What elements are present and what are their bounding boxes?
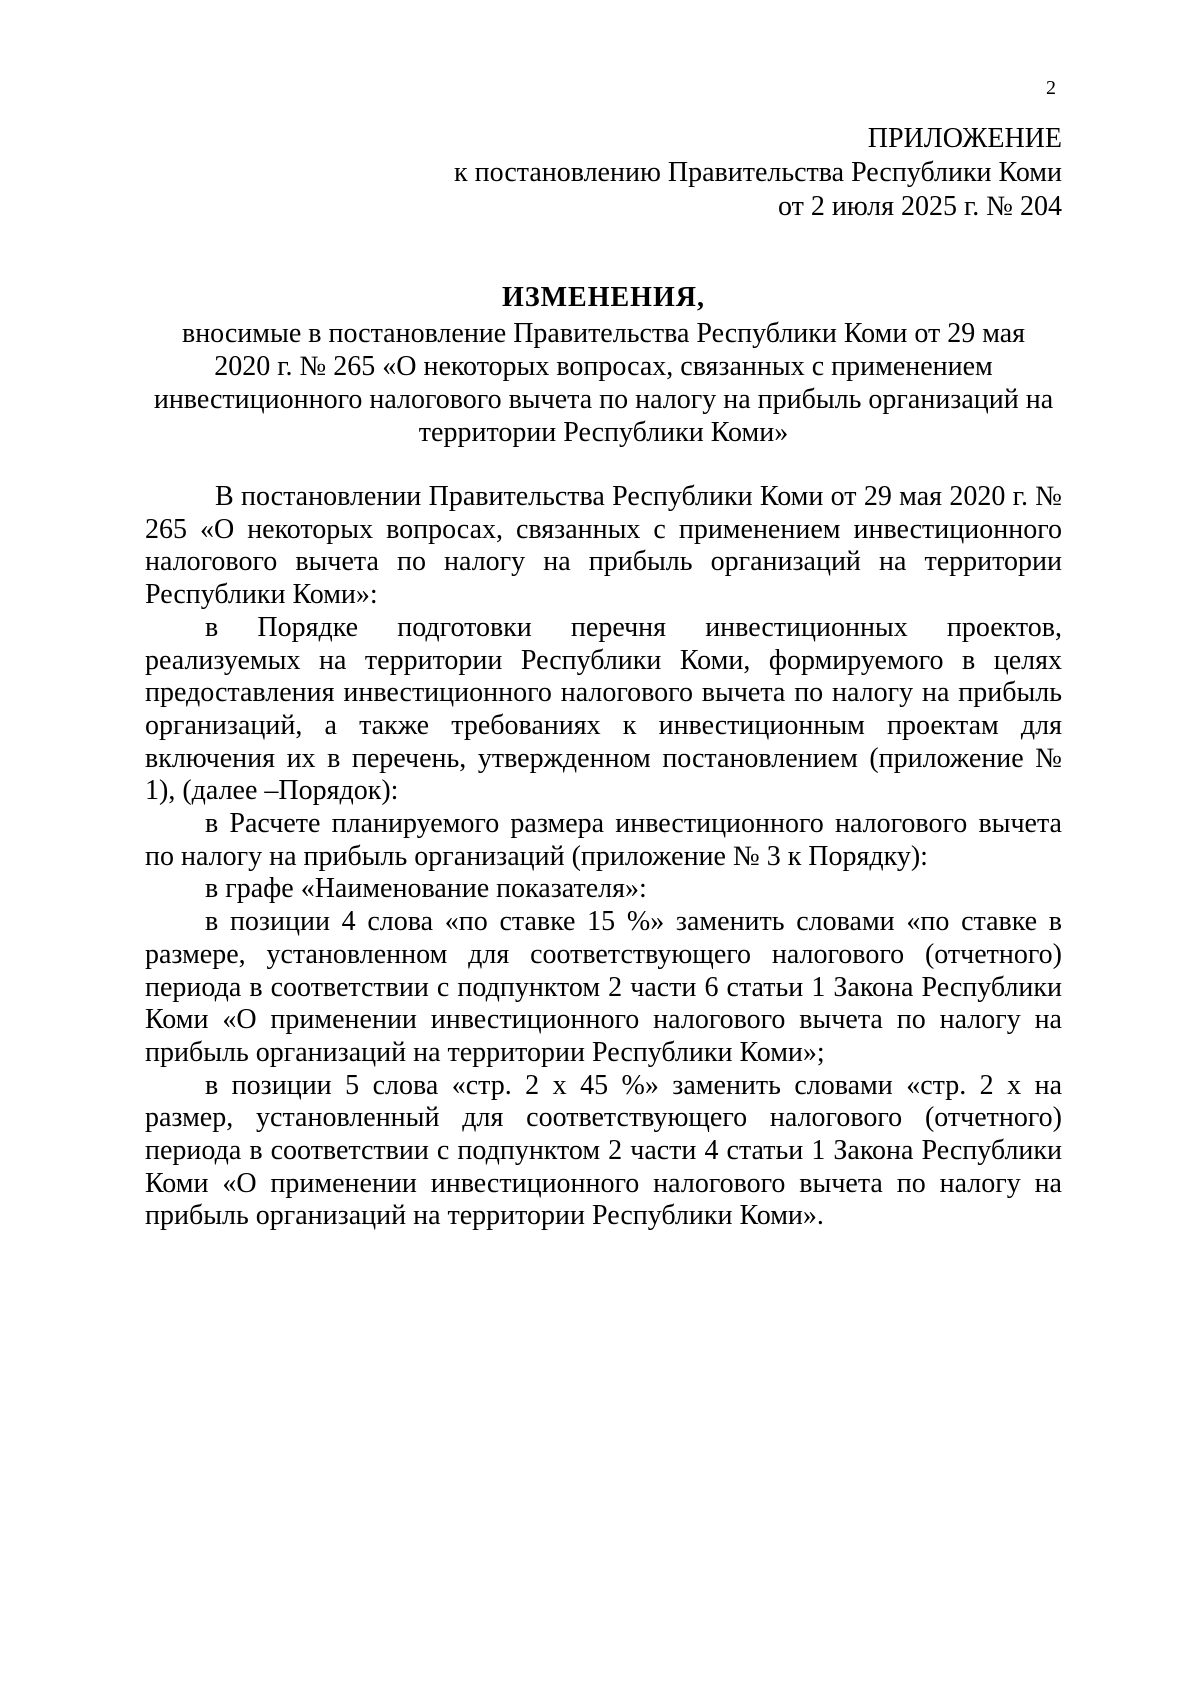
appendix-header [302,122,1062,224]
appendix-date: от 2 июля 2025 г. № 204 [778,191,1062,222]
page-number: 2 [1046,77,1056,99]
document-title: ИЗМЕНЕНИЯ, [502,282,705,313]
subtitle-line: инвестиционного налогового вычета по налогу на прибыль организаций на [153,384,1054,415]
paragraph-intro: В постановлении Правительства Республики Коми от 29 мая 2020 г. № 265 «О некоторых вопросах, связанных с применением инвестиционного налогового вычета по налогу на прибыль организаций на территории Республики Коми»: [145,481,1062,611]
subtitle-line: территории Республики Коми» [418,417,789,448]
paragraph-position-5: в позиции 5 слова «стр. 2 х 45 %» заменить словами «стр. 2 х на размер, установленный для соответствующего налогового (отчетного) периода в соответствии с подпунктом 2 части 4 статьи 1 Закона Республики Коми «О применении инвестиционного налогового вычета по налогу на прибыль организаций на территории Республики Коми». [145,1069,1062,1232]
appendix-reference: к постановлению Правительства Республики Коми [454,157,1062,188]
paragraph-calculation: в Расчете планируемого размера инвестиционного налогового вычета по налогу на прибыль организаций (приложение № 3 к Порядку): [145,808,1062,872]
title-block [145,281,1062,449]
appendix-heading: ПРИЛОЖЕНИЕ [867,123,1062,154]
subtitle-line: вносимые в постановление Правительства Республики Коми от 29 мая [181,318,1026,349]
paragraph-position-4: в позиции 4 слова «по ставке 15 %» заменить словами «по ставке в размере, установленном для соответствующего налогового (отчетного) периода в соответствии с подпунктом 2 части 6 статьи 1 Закона Республики Коми «О применении инвестиционного налогового вычета по налогу на прибыль организаций на территории Республики Коми»; [145,906,1062,1068]
paragraph-procedure: в Порядке подготовки перечня инвестиционных проектов, реализуемых на территории Республики Коми, формируемого в целях предоставления инвестиционного налогового вычета по налогу на прибыль организаций, а также требованиях к инвестиционным проектам для включения их в перечень, утвержденном постановлением (приложение № 1), (далее –Порядок): [145,611,1062,807]
document-subtitle [145,317,1062,449]
document-body [145,481,1062,1233]
subtitle-line: 2020 г. № 265 «О некоторых вопросах, связанных с применением [214,351,993,382]
paragraph-column: в графе «Наименование показателя»: [205,873,647,905]
